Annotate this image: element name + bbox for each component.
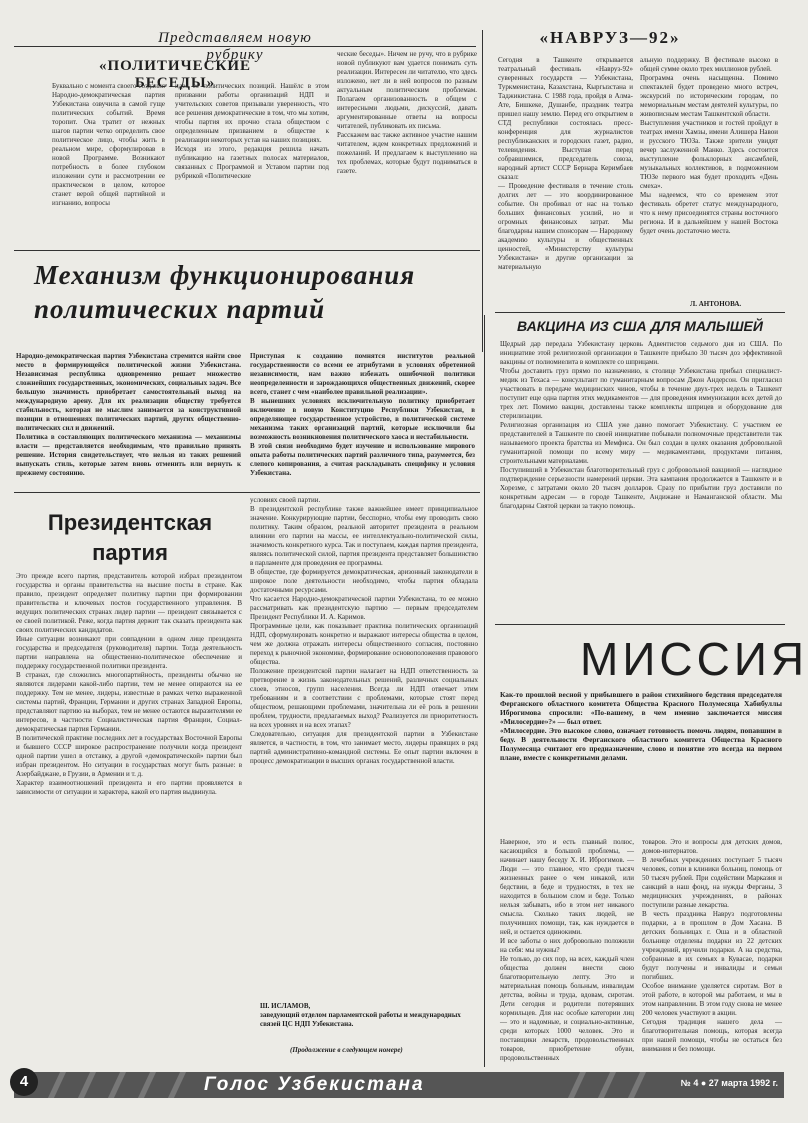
mission-title: МИССИЯ (580, 633, 808, 685)
beseda-col3: ческие беседы». Ничем не ручу, что в рубрике новой публикуют вам удается понимать суть реализации. Интересен ли читателю, что здесь изложено, нет ли в ней вопросов по разным актуальным политическим проблемам. Полагаем организованность в общем с интересными людьми, дискуссий, давать аргументированные ответы на вопросы читателей, публиковать их письма. Расскажем вас также активное участие нашим читателем, ждем конкретных предложений и пожеланий. И предлагаем к выступлению на тех проблемах, которые будут подниматься в газете. (337, 50, 477, 175)
mechanism-rule (14, 492, 480, 493)
beseda-title: «ПОЛИТИЧЕСКИЕ БЕСЕДЫ» (99, 58, 251, 91)
beseda-rule (14, 250, 480, 251)
vaccine-rule (495, 624, 785, 625)
mechanism-title: Механизм функционирования политических партий (34, 260, 416, 324)
center-divider (482, 30, 483, 352)
footer-bar (14, 1072, 784, 1098)
beseda-col2: идея ее политических позиций. Нашёлс в этом призвании работы организаций НДП и учительских советов призывали уверенность, что все решения демократические в том, что мы хотим, чтобы партия их прочно стала обществом с определенным призванием в обществе к реализации некоторых устав на наших позициях. Исходя из этого, редакция решила начать публикацию на газетных полосах материалов, связанных с Программой и Уставом партии под рубрикой «Политические (175, 82, 329, 180)
mission-col2: товаров. Это и вопросы для детских домов, домов-интернатов. В лечебных учреждениях поступает 5 тысяч человек, сотни в клиники больниц, помощь от 50 тысяч рублей. При содействии Марказия и санкций в наш фонд, на нужды Ферганы, 3 медицинских учреждениях, в районах поступили разные лекарства. В честь праздника Навруз подготовлены подарки, а в прошлом в Дом Хасана. В детских больницах г. Оша и в областной больнице отделены подарки из 22 детских учреждений, вручили подарки. А на средства, собранные в их семьях в Кувасае, подарки будут получены и инвалиды и семьи погибших. Особое внимание уделяется сиротам. Вот в этой работе, в которой мы работаем, и мы в этом направлении. В этом году снова не менее 200 человек участвуют в акции. Сегодня традиция нашего дела — благотворительная помощь, которая всегда при нашей помощи, чтобы не остаться без внимания и без помощи. (642, 838, 782, 1053)
rubric-heading: Представляем новую рубрику (158, 30, 312, 63)
mission-lead: Как-то прошлой весной у прибывшего в район стихийного бедствия председателя Ферганского областного комитета Общества Красного Полумесяца Хабибуллы Иброгимова спросили: «По-вашему, в чем именно заключается миссия «Милосердие»?» — был ответ. «Милосердие. Это высокое слово, означает готовность помочь людям, попавшим в беду. В деятельности Ферганского областного комитета Общества Красного Полумесяца считают его предназначение, слово и понятие это всегда на первом плане, вместе с конкретными делами. (500, 690, 782, 762)
page-number: 4 (10, 1068, 38, 1096)
president-col2: условиях своей партии. В президентской республике также важнейшее имеет принципиальное значение. Конкурирующие партии, бесспорно, чтобы ему проводить свою политику. Таким образом, реальной авторитет президента в реальном влиянии его партии на массы, ее интеллектуально-политической силы, значимость конкретного курса. Так и поступаем, каждая партия президента, являясь политической силой, партия президента представляет большинство в парламенте для проведения ее программы. В обществе, где формируется демократическая, аризонный законодатели в широкое поле деятельности необходимо, чтобы партия обладала достаточными ресурсами. Что касается Народно-демократической партии Узбекистана, то ее можно рассматривать как президентскую партию — первым председателем Президент Республики И. А. Каримов. Программные цели, как показывает практика политических организаций НДП, сформулировать конкретно и выражают интересы общества в целом, чем же должна отражать интересы общественного согласия, постоянно переход к рыночной экономике, формирование основоположения правового общества. Положение президентской партии налагает на НДП ответственность за претворение в жизнь законодательных решений, различных социальных слоев, этносов, групп населения. Всегда ли НДП отвечает этим требованиям и в соответствии с проблемами, которые стоят перед обществом, решающими проблемами, значительна ли её роль в решении проблем, трудности, предлагаемых выход? Реализуется ли приоритетность на всех уровнях и на всех этапах? Следовательно, ситуация для президентской партии в Узбекистане является, в частности, в том, что занимает место, лидеры правящих в ряд партий административно-командной системы. Ее опыт партии включен в процесс демократизации в высших органах государственной власти. (250, 496, 478, 765)
beseda-col1: Буквально с момента своего создания Народно-демократическая партия Узбекистана озвучила в самой гуще политических событий. Время торопит. Она тратит от нежных шагов партии четко определить свое политическое лицо, чтобы жить в реальном мире, сформулировав в новой Программе. Возникают потребность в более глубоком изложении сути и рассмотрении ее практическом в целом, которое станет верой общей партийной и изгнанию, вопросы (52, 82, 165, 207)
vaccine-title: ВАКЦИНА ИЗ США ДЛЯ МАЛЫШЕЙ (517, 318, 763, 334)
issue-info: № 4 ● 27 марта 1992 г. (680, 1078, 778, 1088)
president-col1: Это прежде всего партия, представитель которой избрал президентом государства и органы правительства на высшие посты в стране. Как правило, президент определяет политику партии при формировании правительства и ключевых постов государственного управления. В ведущих политических странах лидер партии — президент связывается с ее своей политикой. Реже, когда партия держит так сказать президента как своих политических кандидатов. Иные ситуации возникают при совпадении в одном лице президента государства и председателя (руководителя) партии. Тогда деятельность партии направлена на общественно-политическое обеспечение и поддержку государственной политики президента. В странах, где сложились многопартийность, президенты обычно не являются лидерами какой-либо партии, тем не менее опираются на ее поддержку. Тем не менее, лидеры, известные в рамках четко выраженной системы партий, Франции, Германии и других странах Западной Европы, представляют партию на выборах, тем не менее остаются выразителями ее интересов, в частности Социалистическая партия Франции, Социал-демократическая партия Германии. В политической практике последних лет в государствах Восточной Европы и бывшего СССР широкое распространение получили когда президент одной партии ушел в отставку, а другой «демократической» партии был избран президентом. Но ситуации в государствах могут быть разные: в Азербайджане, в Грузии, в Армении и т. д. Характер взаимоотношений президента и его партии проявляется в зависимости от ситуации и характера, какой его партия выдвинула. (16, 572, 242, 796)
vaccine-body: Щедрый дар передала Узбекистану церковь Адвентистов седьмого дня из США. По инициативе этой религиозной организации в Ташкенте прибыло 30 тысяч доз эффективной вакцины от полиомиелита в комплекте со шприцами. Чтобы доставить груз прямо по назначению, к столице Узбекистана прибыл специалист-медик из Техаса — консультант по гуманитарным вопросам Джон Андерсон. Он пригласил участвовать в передаче медицинских чинов, чтобы в течение двух-трех недель в Ташкент поступит еще одна партия этих медикаментов — для проведения иммунизации всех детей до трех лет. Помимо вакцин, доставлены также комплекты шприцев и оборудование для стерилизации. Религиозная организация из США уже давно помогает Узбекистану. С участием ее представителей в Ташкенте по своей инициативе побывали полномочные представители так называемого проекта братства из Мемфиса. Он был создан в целях оказания добровольной гуманитарной помощи по всему миру — медикаментами, продуктами питания, строительными материалами. Поступивший в Узбекистан благотворительный груз с добровольной вакциной — наглядное подтверждение серьезности намерений церкви. Эта кампания продолжается в Ташкенте и в Хорезме, с затратами около 20 тысяч долларов. Сразу по прибытии груз доставили по конкретным адресам — в городе Ташкенте, Андижане и Наманганской области. Мы благодарны Святой церкви за такую помощь. (500, 340, 782, 510)
navruz-title: «НАВРУЗ—92» (539, 28, 681, 47)
masthead-title: Голос Узбекистана (204, 1074, 425, 1095)
lower-divider (484, 315, 485, 1067)
navruz-author: Л. АНТОНОВА. (690, 300, 742, 308)
rubric-rule (14, 46, 476, 47)
mechanism-col1: Народно-демократическая партия Узбекистана стремится найти свое место в формирующейся политической жизни Узбекистана. Независимая республика одновременно решает множество сложнейших государственных, экономических, социальных задач. Все большую значимость приобретает самостоятельный выход на международную арену. Для их реализации обществу требуется стабильность, которая не мыслим занимается за конструктивной позиции в отношениях политических партий, других общественно-политических сил и движений. Политика в составляющих политического механизма — механизмы власти — представляется необходимым, что правильно принять решение. История свидетельствует, что нельзя из таких решений выпускать стиль, которые затем вновь отменить или вернуть к прежнему состоянию. (16, 352, 241, 477)
president-signature: Ш. ИСЛАМОВ, заведующий отделом парламентской работы и международных связей ЦС НДП Узбекистана. (260, 1002, 461, 1028)
mechanism-col2: Приступая к созданию помнятся институтов реальной государственности со всеми ее атрибутами в условиях обретенной независимости, нам важно избежать ошибочной политики неопределенности и зарождающихся общественных движений, скорее всего, станет с чем «наиболее правильной реализации». В нынешних условиях исключительную политику приобретает включение в новую Конституцию Республики Узбекистан, в определяющее государственное устройство, в политической системе механизма таких организаций партий, которые исключили бы возможность возникновения политического хаоса и нестабильности. В этой связи необходимо будет изучение и использование мирового опыта работы политических партий различного типа, разумеется, без слепого копирования, а считая раскладывать специфику и условия Узбекистана. (250, 352, 475, 477)
navruz-rule (495, 312, 785, 313)
president-continued: (Продолжение в следующем номере) (290, 1046, 403, 1054)
navruz-col2: альную поддержку. В фестивале высоко в общей сумме около трех миллионов рублей. Программа очень насыщенна. Помимо спектаклей будет проведено много встреч, экскурсий по историческим городам, по мемориальным местам деятелей культуры, по живописным местам Ташкентской области. Выступления участников и гостей пройдут в театрах имени Хамзы, имени Алишера Навои и русского ТЮЗа. Также зрители увидят вечер заслуженной Манко. Здесь состоится выступление фольклорных ансамблей, музыкальных коллективов, в подможенном ТЮЗе первого мая будет проходить «День смеха». Мы надеемся, что со временем этот фестиваль обретет статус международного, что к нему присоединятся страны восточного региона. И в дальнейшем у нашей Востока будет очень достаточно места. (640, 56, 778, 235)
mission-col1: Наверное, это и есть главный полюс, касающийся в большой проблемы, — начинает нашу беседу Х. И. Иброгимов. — Люди — это главное, что среди тысяч жизненных ранее о чем никакой, или бедствии, в беде и трудностях, в тех не находится в большом слом и беде. Только нельзя забывать, ибо в этом нет никакого смысла. Сколько таких людей, не получивших помощи, так, как нуждается в ней, и остается одинокими. И все заботы о них добровольно положили на себя: мы нужны? Не только, до сих пор, на всех, каждый член общества должен внести свою благотворительную лепту. Это и материальная помощь больным, инвалидам детства, войны и труда, вдовам, сиротам. Дети сегодня и родители потерявших кормильцев. Для нас особые категории лиц — это и надомные, и социально-активные, среди которых 1000 человек. Это и поставщики лекарств, продовольственных товаров, приобретение обуви, продовольственных (500, 838, 634, 1062)
navruz-col1: Сегодня в Ташкенте открывается театральный фестиваль «Навруз-92» суверенных государств — Узбекистана, Туркменистана, Казахстана, Кыргызстана и Таджикистана. С 1988 года, пройдя в Алма-Ате, Бишкеке, Душанбе, праздник театра пришел нашу землю. Перед его открытием в СТД республики состоялась пресс-конференция для журналистов республиканских и городских газет, радио, телевидения. Выступая перед собравшимися, председатель союза, народный артист СССР Бернара Керимбаев сказал: — Проведение фестиваля в течение столь долгих лет — это координированное событие. Он пробивал от нас на только больших финансовых усилий, но и огромных финансовых затрат. Мы благодарны нашим спонсорам — Народному академию культуры и общественных ценностей, «Министерству культуры Узбекистана» и другие организации за материальную (498, 56, 633, 271)
president-title: Президентская партия (47, 510, 213, 565)
